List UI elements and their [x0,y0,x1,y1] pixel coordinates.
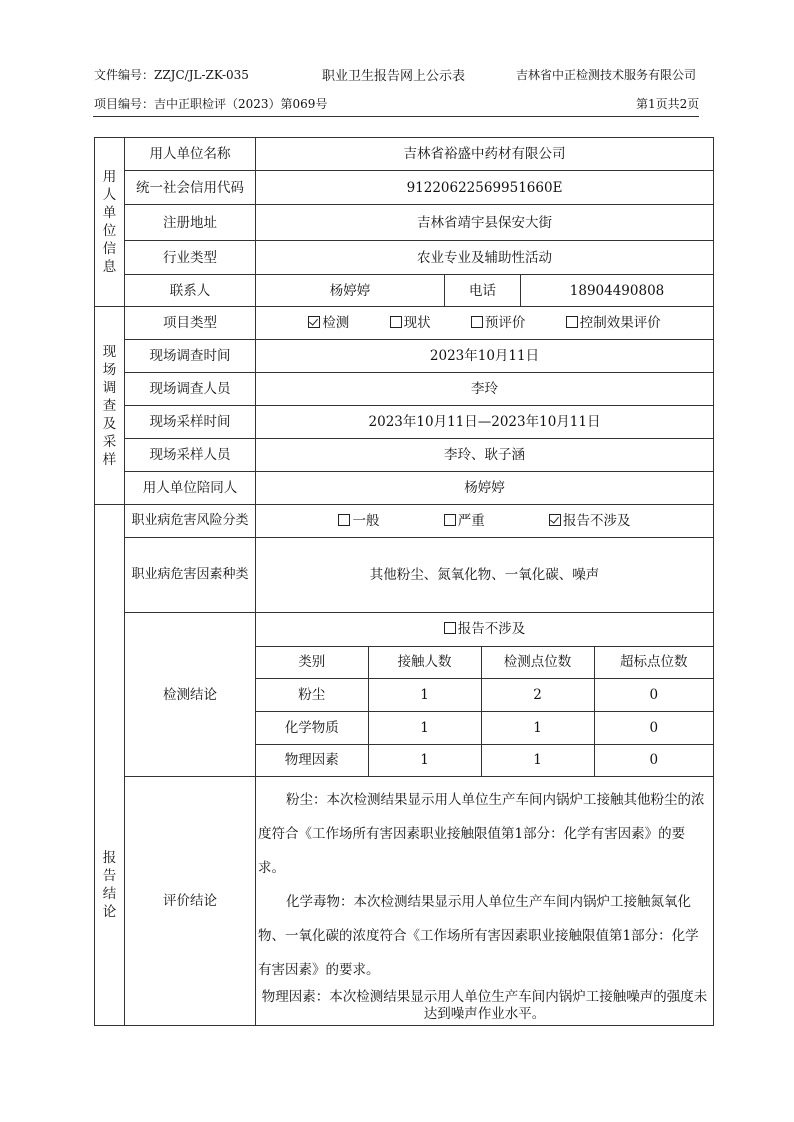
table-cell: 1 [368,744,481,776]
label-surveyors: 现场调查人员 [125,373,256,406]
survey-time: 2023年10月11日 [256,340,714,373]
header-rule [93,116,699,117]
table-cell: 0 [594,711,713,744]
section-conclusion [95,505,125,1026]
disclosure-table [94,137,714,1026]
table-row [256,711,713,744]
checkbox-icon[interactable] [390,316,402,328]
table-cell: 2 [481,678,594,711]
section-employer-info [95,138,125,307]
section-survey [95,307,125,505]
option-risk-severe[interactable]: 严重 [444,512,485,530]
label-employer-name: 用人单位名称 [125,138,256,171]
section-label: 报告结论 [102,850,117,920]
page-info: 第1页共2页 [636,97,700,111]
label-detection-result: 检测结论 [125,613,256,777]
table-cell: 1 [481,711,594,744]
checkbox-checked-icon[interactable] [549,514,561,526]
hazard-factors: 其他粉尘、氮氧化物、一氧化碳、噪声 [256,538,714,613]
document-title: 职业卫生报告网上公示表 [322,69,466,84]
evaluation-text [256,777,714,1026]
eval-dust: 粉尘：本次检测结果显示用人单位生产车间内锅炉工接触其他粉尘的浓度符合《工作场所有害因素职业接触限值第1部分：化学有害因素》的要求。 [258,792,705,876]
detection-table [256,613,713,776]
col-header: 接触人数 [368,646,481,678]
option-pre-evaluation[interactable]: 预评价 [471,314,526,332]
eval-chemical: 化学毒物：本次检测结果显示用人单位生产车间内锅炉工接触氮氧化物、一氧化碳的浓度符合《工作场所有害因素职业接触限值第1部分：化学有害因素》的要求。 [258,894,699,978]
company-name: 吉林省中正检测技术服务有限公司 [516,68,697,82]
col-header: 检测点位数 [481,646,594,678]
label-samplers: 现场采样人员 [125,439,256,472]
checkbox-checked-icon[interactable] [308,316,320,328]
label-address: 注册地址 [125,205,256,241]
table-cell: 0 [594,744,713,776]
sampling-time: 2023年10月11日—2023年10月11日 [256,406,714,439]
contact: 杨婷婷 [256,275,445,307]
project-type-options [256,307,714,340]
table-cell: 0 [594,678,713,711]
option-risk-not-involved[interactable]: 报告不涉及 [549,512,631,530]
table-row [256,744,713,776]
table-cell: 化学物质 [256,711,368,744]
label-project-type: 项目类型 [125,307,256,340]
table-cell: 1 [368,711,481,744]
section-label: 用人单位信息 [102,169,117,275]
col-header: 类别 [256,646,368,678]
table-row [256,678,713,711]
address: 吉林省靖宇县保安大街 [256,205,714,241]
label-credit-code: 统一社会信用代码 [125,171,256,205]
table-cell: 物理因素 [256,744,368,776]
file-number: 文件编号：ZZJC/JL-ZK-035 [94,68,249,82]
samplers: 李玲、耿子涵 [256,439,714,472]
employer-name: 吉林省裕盛中药材有限公司 [256,138,714,171]
checkbox-icon[interactable] [471,316,483,328]
option-control-effect[interactable]: 控制效果评价 [566,314,661,332]
option-status[interactable]: 现状 [390,314,431,332]
label-evaluation: 评价结论 [125,777,256,1026]
table-cell: 粉尘 [256,678,368,711]
project-number: 项目编号：吉中正职检评（2023）第069号 [94,97,328,111]
label-survey-time: 现场调查时间 [125,340,256,373]
checkbox-icon[interactable] [444,622,456,634]
credit-code: 91220622569951660E [256,171,714,205]
label-contact: 联系人 [125,275,256,307]
risk-class-options [256,505,714,538]
checkbox-icon[interactable] [444,514,456,526]
col-header: 超标点位数 [594,646,713,678]
label-risk-class: 职业病危害风险分类 [125,505,256,538]
label-phone: 电话 [445,275,521,307]
checkbox-icon[interactable] [566,316,578,328]
option-detection[interactable]: 检测 [308,314,349,332]
label-sampling-time: 现场采样时间 [125,406,256,439]
option-risk-normal[interactable]: 一般 [338,512,379,530]
escort: 杨婷婷 [256,472,714,505]
table-cell: 1 [368,678,481,711]
eval-physical: 物理因素：本次检测结果显示用人单位生产车间内锅炉工接触噪声的强度未达到噪声作业水平。 [261,989,708,1022]
surveyors: 李玲 [256,373,714,406]
checkbox-icon[interactable] [338,514,350,526]
table-cell: 1 [481,744,594,776]
detection-not-involved[interactable]: 报告不涉及 [256,613,713,646]
industry: 农业专业及辅助性活动 [256,241,714,275]
label-industry: 行业类型 [125,241,256,275]
label-hazard-factors: 职业病危害因素种类 [125,538,256,613]
phone: 18904490808 [521,275,714,307]
section-label: 现场调查及采样 [102,343,117,468]
label-escort: 用人单位陪同人 [125,472,256,505]
